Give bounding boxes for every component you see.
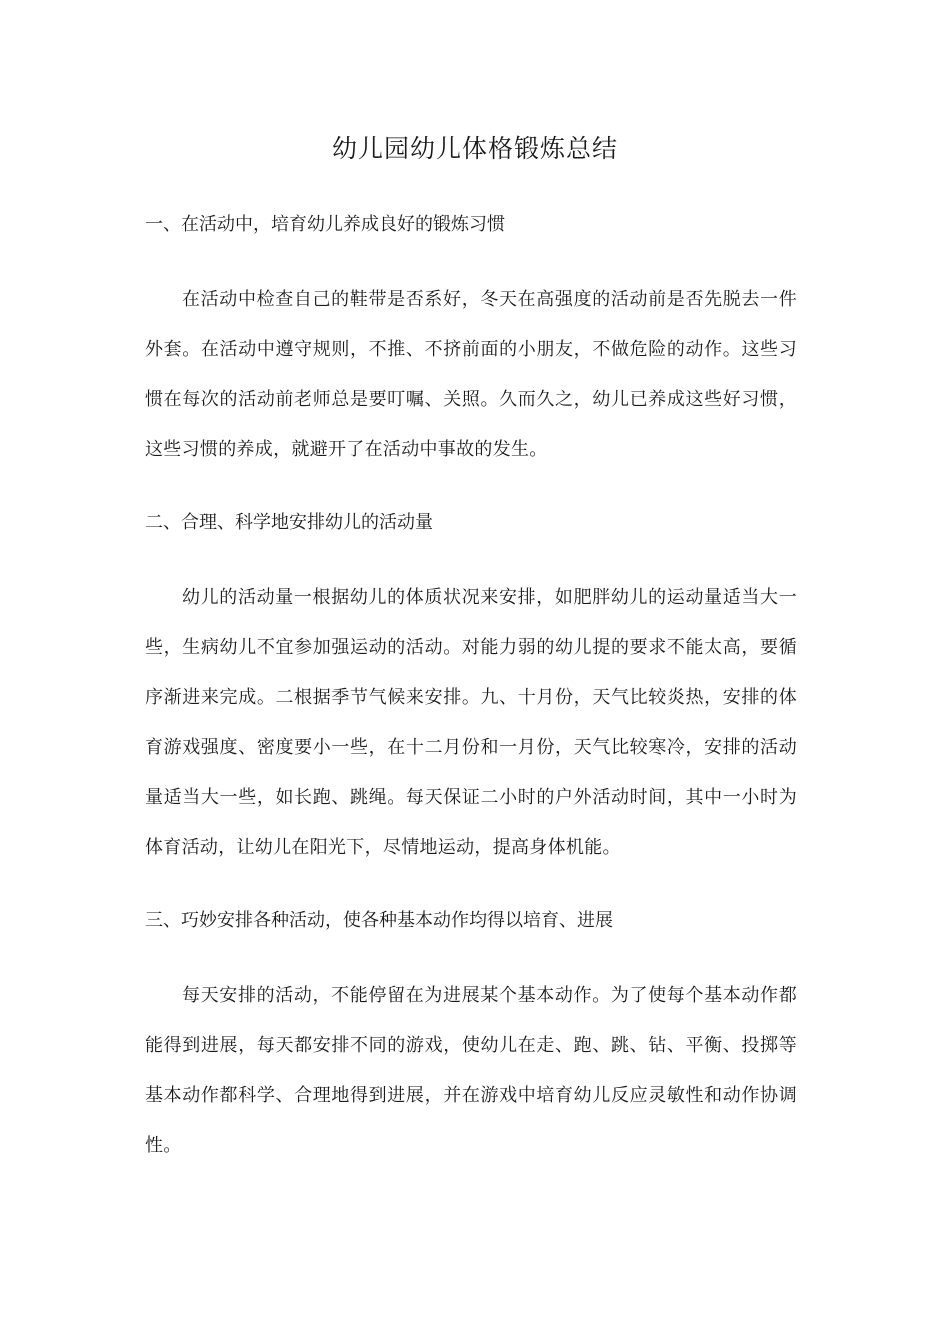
section-heading-1: 一、在活动中，培育幼儿养成良好的锻炼习惯 bbox=[145, 214, 505, 235]
section-paragraph-3: 每天安排的活动，不能停留在为进展某个基本动作。为了使每个基本动作都能得到进展，每天都安排不同的游戏，使幼儿在走、跑、跳、钻、平衡、投掷等基本动作都科学、合理地得到进展，并在游戏中培育幼儿反应灵敏性和动作协调性。 bbox=[145, 985, 797, 1156]
section-heading-3: 三、巧妙安排各种活动，使各种基本动作均得以培育、进展 bbox=[145, 910, 613, 931]
section-paragraph-1: 在活动中检查自己的鞋带是否系好，冬天在高强度的活动前是否先脱去一件外套。在活动中遵守规则，不推、不挤前面的小朋友，不做危险的动作。这些习惯在每次的活动前老师总是要叮嘱、关照。久而久之，幼儿已养成这些好习惯，这些习惯的养成，就避开了在活动中事故的发生。 bbox=[145, 289, 797, 460]
section-heading-2: 二、合理、科学地安排幼儿的活动量 bbox=[145, 512, 433, 533]
document-title: 幼儿园幼儿体格锻炼总结 bbox=[331, 134, 618, 163]
section-paragraph-2: 幼儿的活动量一根据幼儿的体质状况来安排，如肥胖幼儿的运动量适当大一些，生病幼儿不宜参加强运动的活动。对能力弱的幼儿提的要求不能太高，要循序渐进来完成。二根据季节气候来安排。九、十月份，天气比较炎热，安排的体育游戏强度、密度要小一些，在十二月份和一月份，天气比较寒冷，安排的活动量适当大一些，如长跑、跳绳。每天保证二小时的户外活动时间，其中一小时为体育活动，让幼儿在阳光下，尽情地运动，提高身体机能。 bbox=[145, 587, 797, 858]
